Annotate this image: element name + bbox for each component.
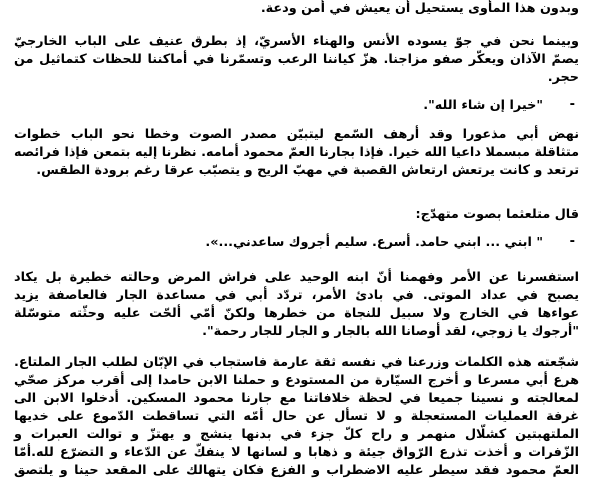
paragraph-7-line-2: يصبح في عداد الموتى. في بادئ الأمر، تردّد أبي في مساعدة الجار فالعاصفة يزيد: [14, 288, 579, 303]
paragraph-1-line-1: وبدون هذا المأوى يستحيل أن يعيش في أمن ودعة.: [260, 1, 579, 16]
paragraph-8-line-5: الملتهبتين كشلّال منهمر و راح كلّ جزء في بدنها ينشج و يهتزّ و توالت العبرات و: [14, 427, 579, 442]
paragraph-2-line-3: حجر.: [547, 70, 579, 85]
paragraph-2-line-1: وبينما نحن في جوّ يسوده الأنس والهناء الأسريّ، إذ بطرق عنيف على الباب الخارجيّ: [14, 34, 579, 49]
bullet-dash: -: [569, 234, 575, 249]
paragraph-8-line-3: لمعالجته و نسينا جميعا في لحظة خلافاتنا مع جارنا محمود المسكين. أدخلوا الابن الى: [14, 391, 579, 406]
paragraph-4-line-2: متثاقلة مبسملا داعيا الله خيرا. فإذا بجارنا العمّ محمود أمامه. نظرنا إليه بتمعن فإذا فرائصه: [14, 145, 579, 160]
paragraph-8-line-4: غرفة العمليات المستعجلة و لا تسأل عن حال أمّه التي تساقطت الدّموع على خديها: [14, 409, 579, 424]
paragraph-5-line-1: قال متلعثما بصوت متهدّج:: [415, 207, 579, 222]
bullet-dash: -: [569, 97, 575, 112]
paragraph-7-line-1: استفسرنا عن الأمر وفهمنا أنّ ابنه الوحيد على فراش المرض وحالته خطيرة بل يكاد: [14, 270, 579, 285]
paragraph-2-line-2: يصمّ الآذان ويعكّر صفو مزاجنا. هزّ كياننا الرعب وتسمّرنا في أماكننا للحظات كتماثيل من: [14, 52, 579, 67]
paragraph-7-line-4: "أرجوك يا زوجي، لقد أوصانا الله بالجار و الجار للجار رحمة".: [202, 324, 579, 339]
paragraph-8-line-6: الزّفرات و أخذت تذرع الرّواق جيئة و ذهابا و لسانها لا ينفكّ عن الدّعاء و التضرّع لله.أمّا: [14, 445, 579, 460]
paragraph-8-line-7: العمّ محمود فقد سيطر عليه الاضطراب و الفزع فكان يتهالك على المقعد حينا و يلتصق: [14, 463, 579, 478]
exclamation-line: "خيرا إن شاء الله".: [423, 98, 543, 113]
paragraph-7-line-3: عواءها في الخارج ولا سبيل للنجاة من خطرها ولكنّ أمّي ألحّت عليه وحثّته متوسّلة: [14, 306, 579, 321]
paragraph-4-line-3: ترتعد و كانت يرتعش ارتعاش القصبة في مهبّ الريح و يتصبّب عرقا رغم برودة الطقس.: [36, 163, 579, 178]
paragraph-8-line-1: شجّعته هذه الكلمات وزرعنا في نفسه ثقة عارمة فاستجاب في الإبّان لطلب الجار الملتاع.: [14, 355, 579, 370]
dialogue-line: " ابني ... ابني حامد. أسرع. سليم أجروك ساعدني...».: [205, 235, 543, 250]
paragraph-8-line-2: هرع أبي مسرعا و أخرج السيّارة من المستودع و حملنا الابن حامدا إلى أقرب مركز صحّي: [14, 373, 579, 388]
paragraph-4-line-1: نهض أبي مذعورا وقد أرهف السّمع ليتبيّن مصدر الصوت وخطا نحو الباب خطوات: [14, 127, 579, 142]
